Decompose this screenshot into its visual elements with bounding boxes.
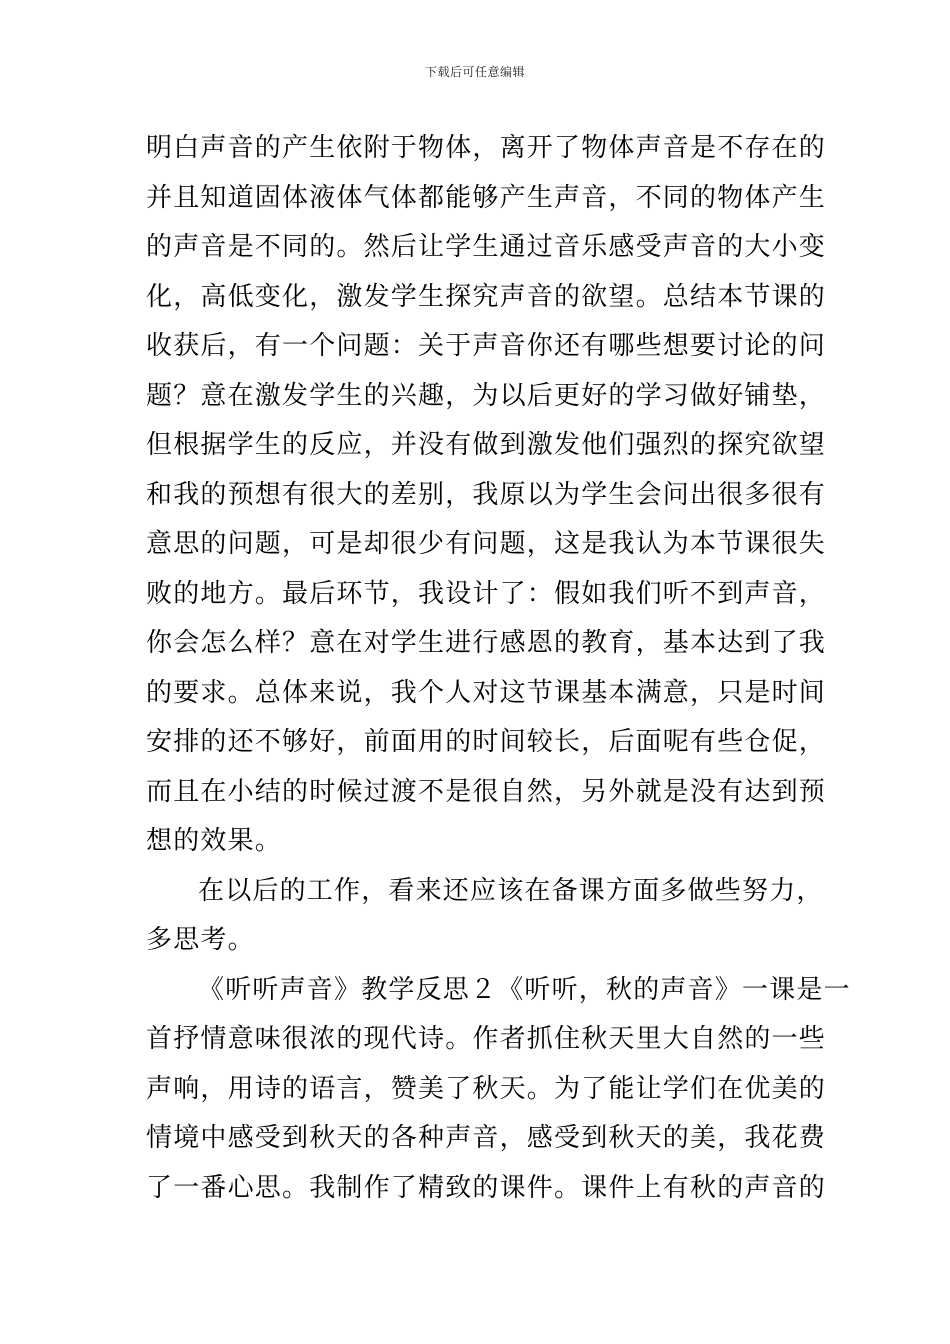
text-line: 了一番心思。我制作了精致的课件。课件上有秋的声音的: [146, 1172, 827, 1203]
text-line: 和我的预想有很大的差别，我原以为学生会问出很多很有: [146, 479, 827, 510]
page-header: 下载后可任意编辑: [424, 65, 525, 79]
text-line: 并且知道固体液体气体都能够产生声音，不同的物体产生: [146, 182, 827, 213]
text-line: 明白声音的产生依附于物体，离开了物体声音是不存在的: [146, 133, 827, 163]
text-line: 题？意在激发学生的兴趣，为以后更好的学习做好铺垫，: [146, 380, 827, 411]
text-line: 的要求。总体来说，我个人对这节课基本满意，只是时间: [146, 677, 827, 708]
text-line: 想的效果。: [146, 826, 283, 856]
text-line: 首抒情意味很浓的现代诗。作者抓住秋天里大自然的一些: [146, 1024, 827, 1054]
text-line: 声响，用诗的语言，赞美了秋天。为了能让学们在优美的: [146, 1073, 827, 1104]
text-line: 你会怎么样？意在对学生进行感恩的教育，基本达到了我: [146, 628, 827, 658]
text-line: 多思考。: [146, 925, 255, 955]
text-line: 意思的问题，可是却很少有问题，这是我认为本节课很失: [146, 529, 827, 559]
paragraph-start-line: 在以后的工作，看来还应该在备课方面多做些努力，: [198, 875, 824, 906]
text-line: 情境中感受到秋天的各种声音，感受到秋天的美，我花费: [146, 1123, 827, 1153]
text-line: 而且在小结的时候过渡不是很自然，另外就是没有达到预: [146, 776, 827, 807]
text-line: 但根据学生的反应，并没有做到激发他们强烈的探究欲望: [146, 430, 827, 460]
text-line: 败的地方。最后环节，我设计了：假如我们听不到声音，: [146, 578, 827, 609]
text-line: 安排的还不够好，前面用的时间较长，后面呢有些仓促，: [146, 727, 827, 757]
text-line: 的声音是不同的。然后让学生通过音乐感受声音的大小变: [146, 232, 827, 262]
text-line: 收获后，有一个问题：关于声音你还有哪些想要讨论的问: [146, 331, 827, 361]
document-body: [146, 124, 851, 1213]
text-line: 化，高低变化，激发学生探究声音的欲望。总结本节课的: [146, 281, 827, 312]
paragraph-start-line: 《听听声音》教学反思２《听听，秋的声音》一课是一: [198, 974, 851, 1005]
